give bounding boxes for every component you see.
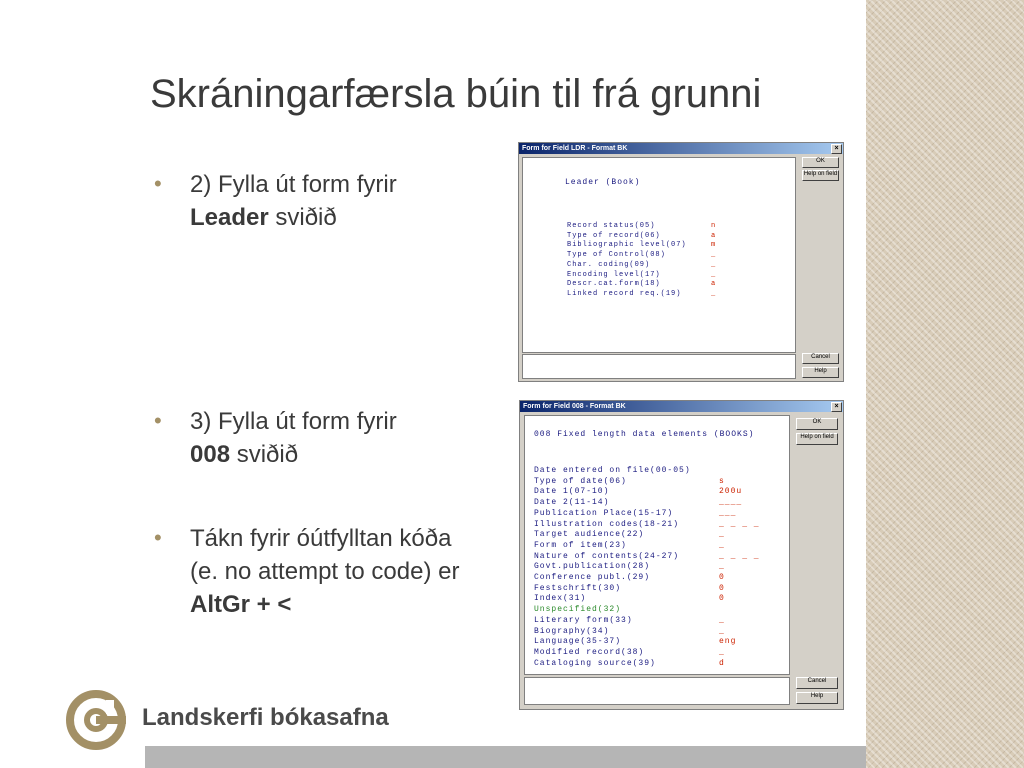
logo-text: Landskerfi bókasafna	[142, 704, 389, 731]
close-icon[interactable]: ×	[831, 402, 842, 412]
leader-dialog-titlebar: Form for Field LDR - Format BK ×	[519, 143, 843, 154]
field-label: Type of record(06)	[567, 231, 661, 240]
field-label: Descr.cat.form(18)	[567, 280, 661, 289]
field-value-input[interactable]: m	[711, 241, 717, 250]
landskerfi-logo-icon	[66, 690, 126, 750]
field-value-input[interactable]: s	[719, 476, 725, 486]
field-value-input[interactable]: 0	[719, 573, 725, 582]
bullet-leader: • 2) Fylla út form fyrir Leader sviðið	[190, 168, 397, 234]
ok-button[interactable]: OK	[802, 157, 839, 168]
field-008-dialog-titlebar: Form for Field 008 - Format BK ×	[520, 401, 843, 412]
field-008-form-pane	[524, 415, 790, 675]
field-value-input[interactable]: eng	[719, 637, 737, 647]
field-label: Date 1(07-10)	[534, 487, 610, 497]
close-icon[interactable]: ×	[831, 144, 842, 154]
field-label: Cataloging source(39)	[534, 658, 656, 668]
field-label: Form of item(23)	[534, 540, 627, 550]
field-label: Char. coding(09)	[567, 260, 651, 269]
field-label: Index(31)	[534, 594, 587, 604]
field-value-input[interactable]: ____	[719, 498, 743, 508]
decorative-stripe	[866, 0, 1024, 768]
help-on-field-button[interactable]: Help on field	[796, 433, 838, 445]
leader-message-box	[522, 354, 796, 379]
field-label: Target audience(22)	[534, 530, 645, 540]
field-label: Festschrift(30)	[534, 583, 622, 593]
field-value-input[interactable]: _	[711, 251, 717, 260]
field-label: Linked record req.(19)	[567, 289, 682, 298]
field-008-dialog	[519, 400, 844, 710]
field-value-input[interactable]: _	[719, 562, 725, 572]
help-button[interactable]: Help	[802, 367, 839, 378]
field-label: Modified record(38)	[534, 647, 645, 657]
field-value-input[interactable]: _	[711, 270, 717, 279]
field-value-input[interactable]: ___	[719, 508, 737, 518]
field-value-input[interactable]: _	[711, 289, 717, 298]
field-label: Type of date(06)	[534, 476, 627, 486]
bullet-marker-icon: •	[154, 408, 162, 433]
field-label: Biography(34)	[534, 626, 610, 636]
help-button[interactable]: Help	[796, 692, 838, 704]
cancel-button[interactable]: Cancel	[802, 353, 839, 364]
footer-bar	[145, 746, 866, 768]
field-label: Bibliographic level(07)	[567, 241, 687, 250]
field-value-input[interactable]: n	[711, 222, 717, 230]
field-value-input[interactable]	[719, 466, 725, 476]
field-value-input[interactable]: a	[711, 280, 717, 289]
field-value-input[interactable]: a	[711, 231, 717, 240]
leader-form-pane	[522, 157, 796, 353]
field-label: Nature of contents(24-27)	[534, 551, 680, 561]
cancel-button[interactable]: Cancel	[796, 677, 838, 689]
field-value-input[interactable]	[719, 605, 725, 615]
field-value-input[interactable]: 0	[719, 583, 725, 593]
field-label: Encoding level(17)	[567, 270, 661, 279]
bullet-marker-icon: •	[154, 525, 162, 550]
field-label: Date 2(11-14)	[534, 498, 610, 508]
bullet-altgr: • Tákn fyrir óútfylltan kóða (e. no attempt to code) er AltGr + <	[190, 522, 480, 621]
field-008-message-box	[524, 677, 790, 705]
field-value-input[interactable]: 200u	[719, 487, 743, 497]
bullet-marker-icon: •	[154, 171, 162, 196]
field-label: Type of Control(08)	[567, 251, 666, 260]
field-label: Record status(05)	[567, 222, 656, 230]
field-label: Illustration codes(18-21)	[534, 519, 680, 529]
slide-title: Skráningarfærsla búin til frá grunni	[150, 72, 762, 116]
leader-dialog	[518, 142, 844, 382]
field-label: Literary form(33)	[534, 615, 633, 625]
leader-heading: Leader (Book)	[565, 178, 641, 187]
field-value-input[interactable]: _	[719, 626, 725, 636]
field-label: Publication Place(15-17)	[534, 508, 674, 518]
field-value-input[interactable]: 0	[719, 594, 725, 604]
field-value-input[interactable]: _	[719, 540, 725, 550]
field-label: Language(35-37)	[534, 637, 622, 647]
field-value-input[interactable]: _	[719, 647, 725, 657]
ok-button[interactable]: OK	[796, 418, 838, 430]
field-value-input[interactable]: _ _ _ _	[719, 519, 760, 529]
field-label: Unspecified(32)	[534, 605, 622, 615]
field-value-input[interactable]: _	[711, 260, 717, 269]
help-on-field-button[interactable]: Help on field	[802, 170, 839, 181]
field-value-input[interactable]: d	[719, 658, 725, 668]
field-label: Govt.publication(28)	[534, 562, 651, 572]
bullet-008: • 3) Fylla út form fyrir 008 sviðið	[190, 405, 397, 471]
field-label: Conference publ.(29)	[534, 573, 651, 582]
field-008-heading: 008 Fixed length data elements (BOOKS)	[534, 430, 755, 439]
field-label: Date entered on file(00-05)	[534, 466, 691, 475]
field-value-input[interactable]: _	[719, 530, 725, 540]
field-value-input[interactable]: _	[719, 615, 725, 625]
field-value-input[interactable]: _ _ _ _	[719, 551, 760, 561]
